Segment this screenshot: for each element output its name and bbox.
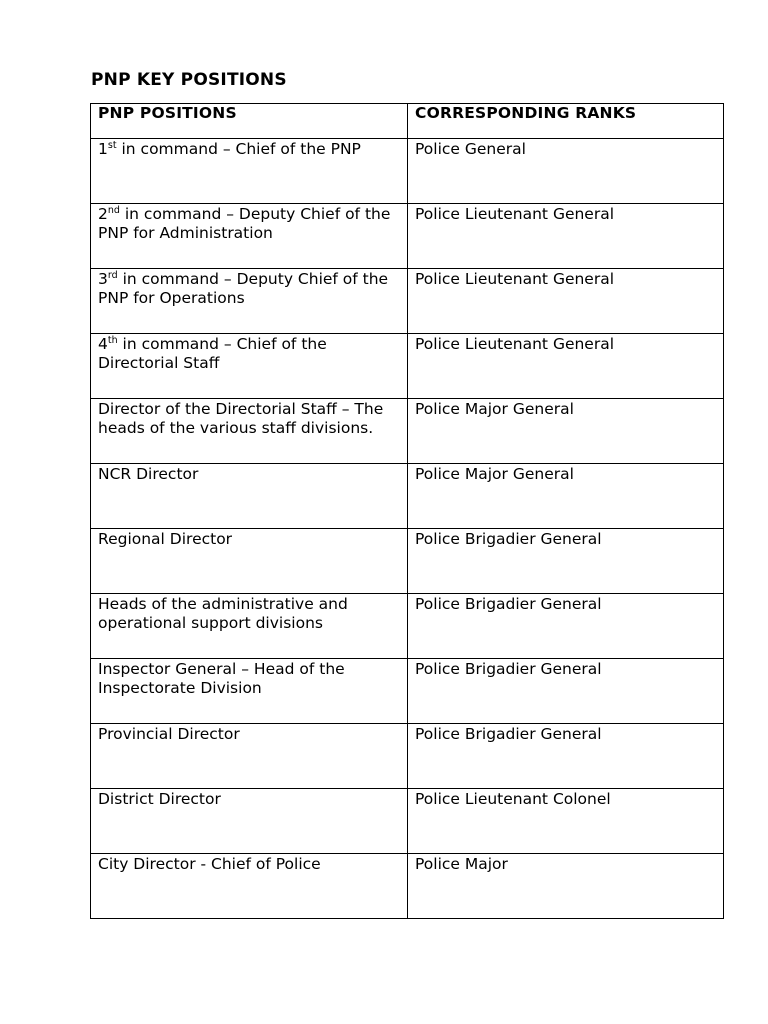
table-row xyxy=(91,204,724,269)
table-row xyxy=(91,789,724,854)
rank-text: Police Lieutenant Colonel xyxy=(415,790,611,808)
position-cell xyxy=(91,139,408,204)
ordinal-suffix: nd xyxy=(107,204,120,216)
position-text: in command – Chief of the Directorial Staff xyxy=(98,335,327,372)
rank-text: Police Brigadier General xyxy=(415,595,602,613)
position-text: in command – Deputy Chief of the PNP for Operations xyxy=(98,270,389,307)
position-cell xyxy=(91,789,408,854)
table-row xyxy=(91,659,724,724)
table-row xyxy=(91,334,724,399)
rank-text: Police Brigadier General xyxy=(415,660,602,678)
table-row xyxy=(91,594,724,659)
rank-text: Police Lieutenant General xyxy=(415,205,615,223)
rank-cell xyxy=(408,464,724,529)
rank-cell xyxy=(408,334,724,399)
position-cell xyxy=(91,334,408,399)
ordinal-number: 2 xyxy=(98,205,108,223)
rank-text: Police General xyxy=(415,140,526,158)
table-row xyxy=(91,854,724,919)
position-text: Heads of the administrative and operational support divisions xyxy=(98,595,348,632)
positions-table xyxy=(90,103,724,919)
rank-text: Police Major General xyxy=(415,465,574,483)
header-pnp-positions: PNP POSITIONS xyxy=(91,104,408,139)
rank-text: Police Lieutenant General xyxy=(415,335,615,353)
table-row xyxy=(91,139,724,204)
rank-cell xyxy=(408,269,724,334)
position-text: District Director xyxy=(98,790,221,808)
position-cell xyxy=(91,204,408,269)
table-row xyxy=(91,464,724,529)
position-cell xyxy=(91,269,408,334)
position-cell xyxy=(91,464,408,529)
position-cell xyxy=(91,399,408,464)
position-text: Provincial Director xyxy=(98,725,240,743)
rank-cell xyxy=(408,724,724,789)
ordinal-suffix: th xyxy=(107,334,118,346)
table-header-row xyxy=(91,104,724,139)
ordinal-suffix: st xyxy=(107,139,117,151)
position-cell xyxy=(91,594,408,659)
position-cell xyxy=(91,529,408,594)
rank-text: Police Brigadier General xyxy=(415,725,602,743)
position-text: in command – Chief of the PNP xyxy=(116,140,361,158)
position-cell xyxy=(91,659,408,724)
rank-cell xyxy=(408,399,724,464)
table-row xyxy=(91,399,724,464)
table-row xyxy=(91,269,724,334)
rank-text: Police Lieutenant General xyxy=(415,270,615,288)
table-row xyxy=(91,529,724,594)
position-text: NCR Director xyxy=(98,465,199,483)
rank-cell xyxy=(408,139,724,204)
ordinal-number: 4 xyxy=(98,335,108,353)
position-cell xyxy=(91,724,408,789)
rank-cell xyxy=(408,789,724,854)
rank-text: Police Major General xyxy=(415,400,574,418)
position-cell xyxy=(91,854,408,919)
rank-cell xyxy=(408,594,724,659)
position-text: in command – Deputy Chief of the PNP for Administration xyxy=(98,205,391,242)
rank-cell xyxy=(408,204,724,269)
position-text: Director of the Directorial Staff – The heads of the various staff divisions. xyxy=(98,400,384,437)
position-text: Inspector General – Head of the Inspectorate Division xyxy=(98,660,345,697)
rank-text: Police Major xyxy=(415,855,508,873)
ordinal-number: 3 xyxy=(98,270,108,288)
ordinal-number: 1 xyxy=(98,140,108,158)
table-row xyxy=(91,724,724,789)
rank-cell xyxy=(408,659,724,724)
position-text: Regional Director xyxy=(98,530,233,548)
ordinal-suffix: rd xyxy=(107,269,118,281)
position-text: City Director - Chief of Police xyxy=(98,855,321,873)
document-title: PNP KEY POSITIONS xyxy=(91,70,287,90)
header-corresponding-ranks: CORRESPONDING RANKS xyxy=(408,104,724,139)
rank-text: Police Brigadier General xyxy=(415,530,602,548)
rank-cell xyxy=(408,529,724,594)
rank-cell xyxy=(408,854,724,919)
